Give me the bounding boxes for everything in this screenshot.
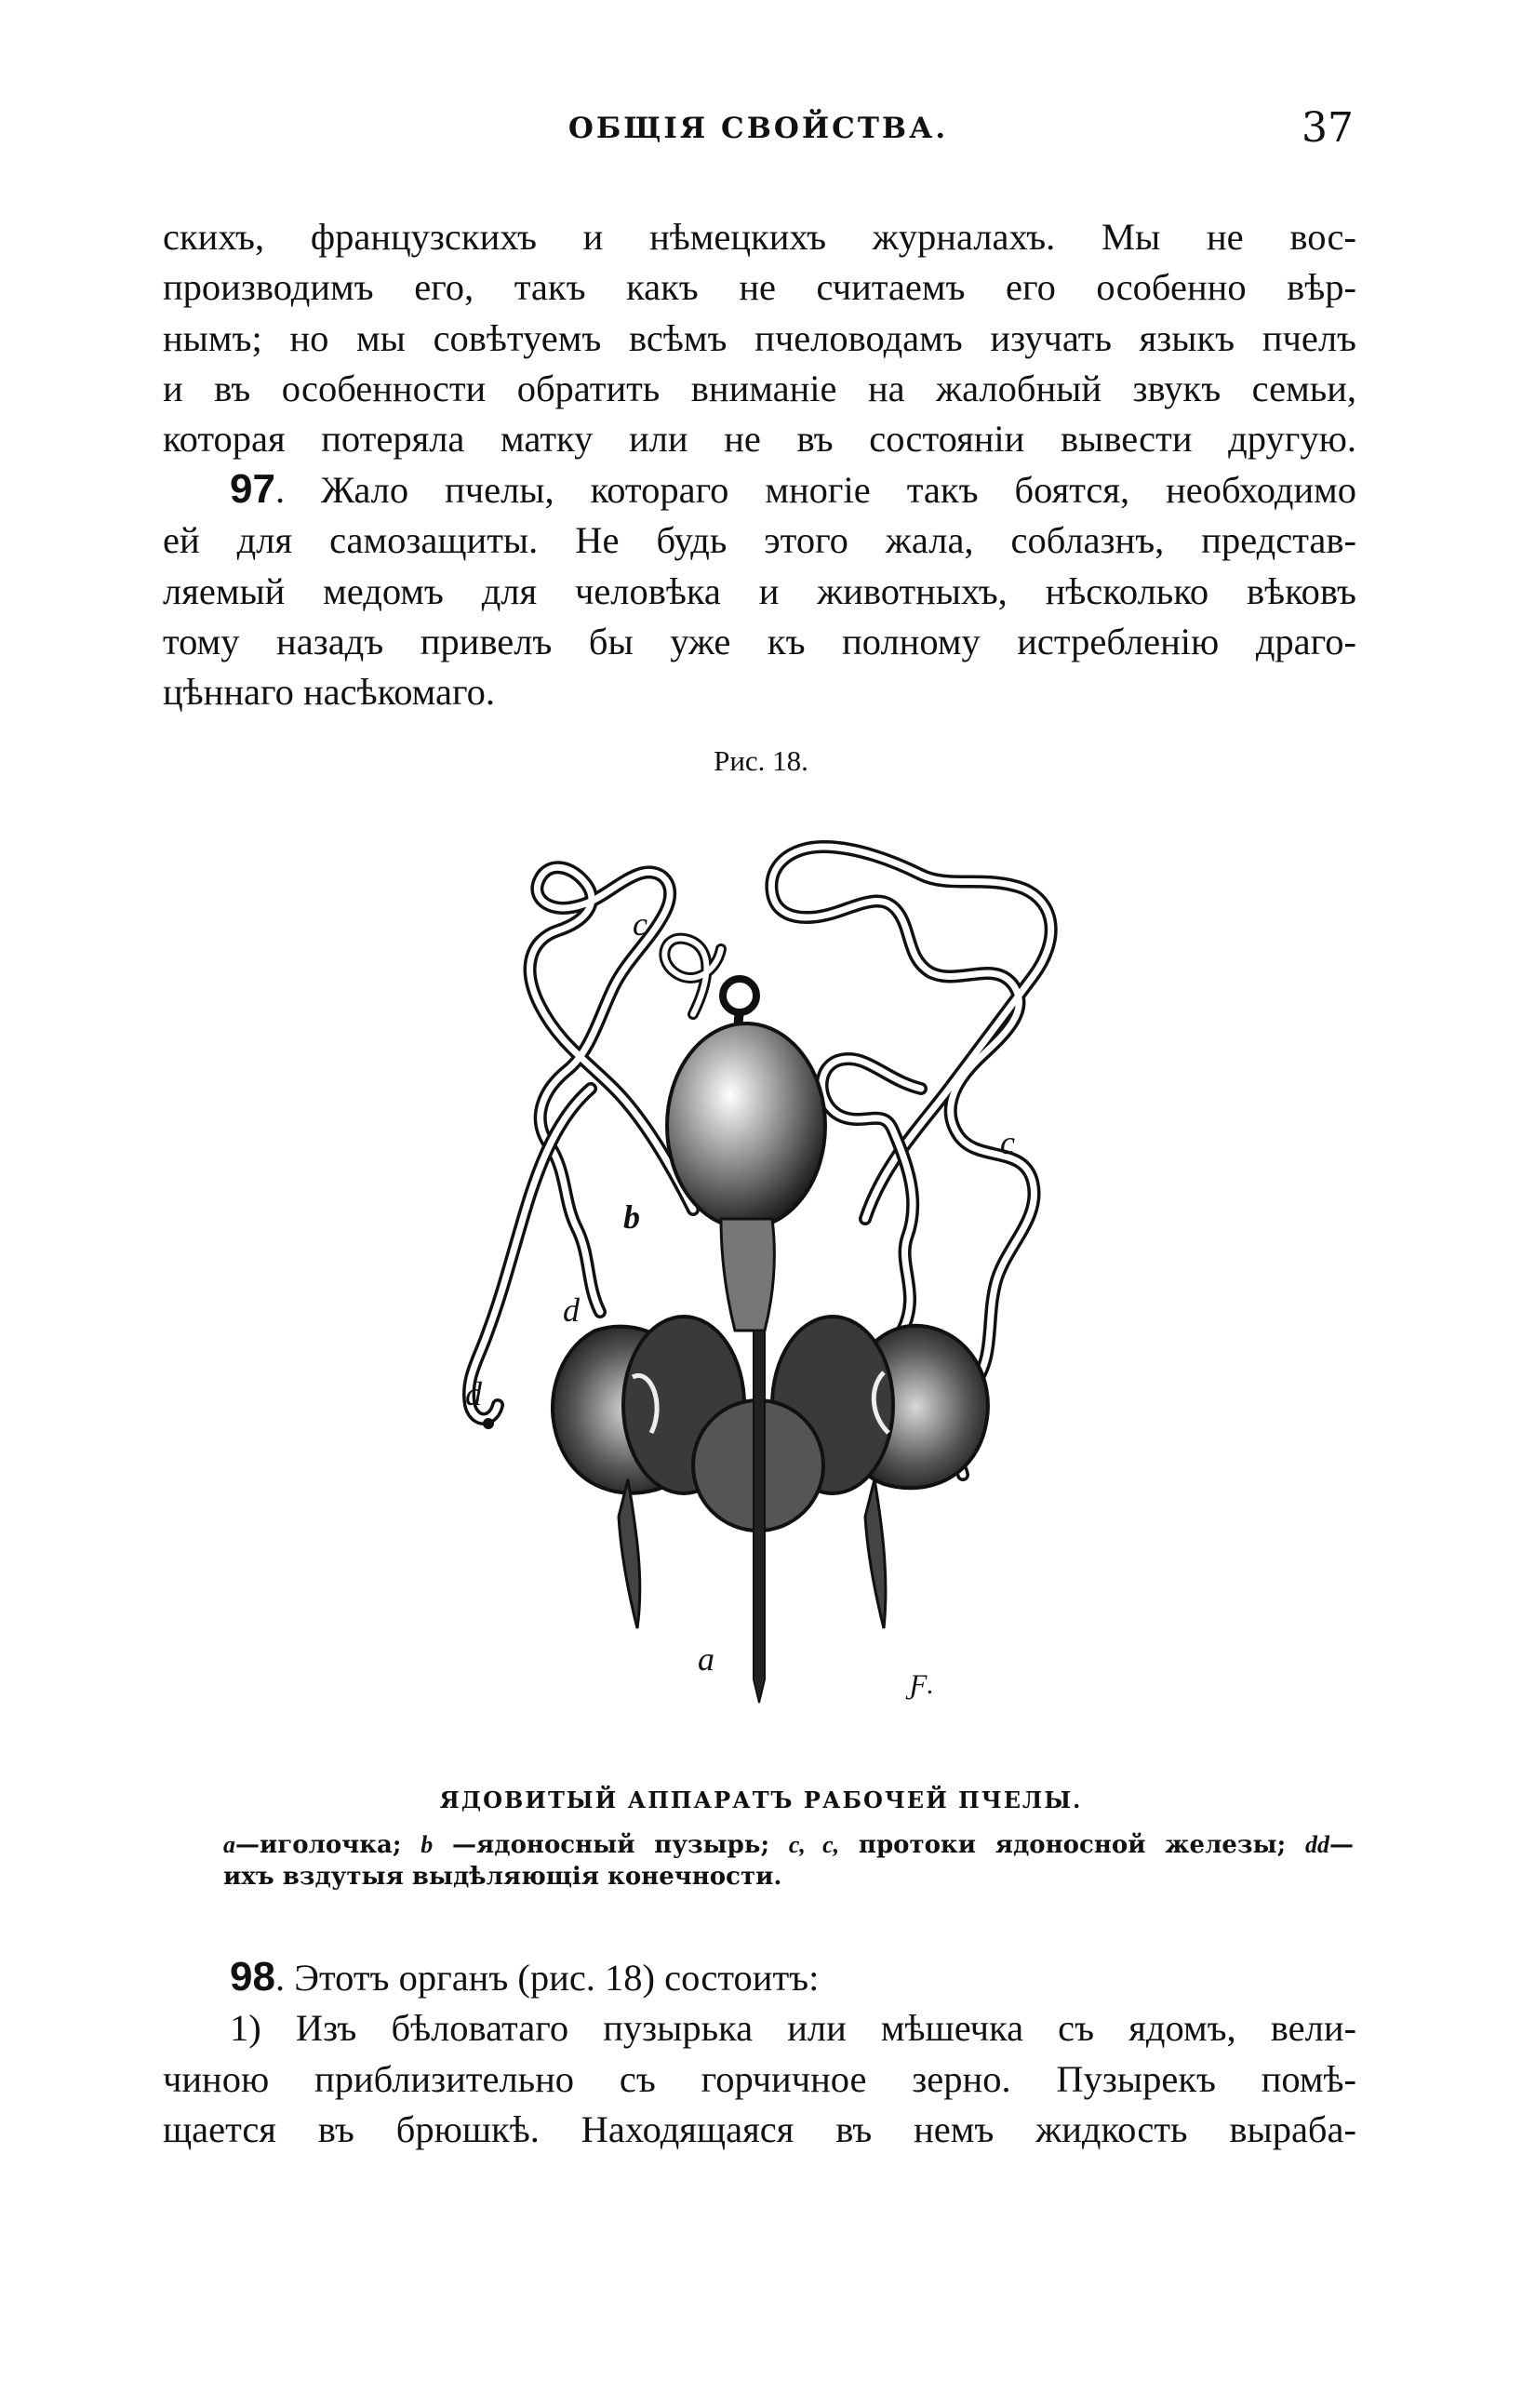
caption-text: — bbox=[1328, 1831, 1354, 1859]
text-line: цѣннаго насѣкомаго. bbox=[163, 671, 495, 714]
paragraph-number: 97 bbox=[230, 466, 275, 512]
text-line: производимъ его, такъ какъ не считаемъ его особенно вѣр- bbox=[163, 266, 1356, 309]
figure-title: Рис. 18. bbox=[714, 744, 808, 777]
label-b: b bbox=[623, 1198, 640, 1236]
caption-body bbox=[223, 1829, 1354, 1893]
text-line: 1) Изъ бѣловатаго пузырька или мѣшечка съ ядомъ, вели- bbox=[230, 2007, 1356, 2050]
text-line: тому назадъ привелъ бы уже къ полному истребленію драго- bbox=[163, 620, 1356, 662]
label-c-right: c bbox=[1000, 1124, 1015, 1161]
label-d-lower: d bbox=[465, 1375, 482, 1412]
label-c-left: c bbox=[633, 905, 648, 943]
caption-line: ихъ вздутыя выдѣляющія конечности. bbox=[223, 1863, 782, 1891]
caption-label-dd: dd bbox=[1304, 1831, 1329, 1858]
text-line: чиною приблизительно съ горчичное зерно. Пузырекъ помѣ- bbox=[163, 2057, 1356, 2100]
caption-title: ЯДОВИТЫЙ АППАРАТЪ РАБОЧЕЙ ПЧЕЛЫ. bbox=[439, 1786, 1083, 1813]
text-line: ляемый медомъ для человѣка и животныхъ, нѣсколько вѣковъ bbox=[163, 569, 1356, 612]
caption-label-c: c, c, bbox=[788, 1831, 840, 1858]
paragraph-98-first-line bbox=[163, 1952, 1356, 2003]
engraver-signature: Ƒ. bbox=[910, 1669, 934, 1700]
venom-sac bbox=[667, 979, 825, 1331]
running-head bbox=[163, 104, 1354, 160]
paragraph-98 bbox=[163, 1952, 1356, 2155]
page-number: 37 bbox=[1302, 104, 1354, 152]
paragraph-number: 98 bbox=[230, 1954, 275, 2000]
running-title: ОБЩІЯ СВОЙСТВА. bbox=[567, 112, 949, 145]
caption-text: —ядоносный пузырь; bbox=[433, 1831, 789, 1859]
text-line: ей для самозащиты. Не будь этого жала, соблазнъ, представ- bbox=[163, 519, 1356, 562]
text-line: и въ особенности обратить вниманіе на жалобный звукъ семьи, bbox=[163, 367, 1356, 409]
bee-venom-apparatus-illustration bbox=[400, 809, 1172, 1759]
paragraph-97 bbox=[163, 464, 1356, 717]
text-line: которая потеряла матку или не въ состояніи вывести другую. bbox=[163, 418, 1356, 461]
text-line: скихъ, французскихъ и нѣмецкихъ журналахъ. Мы не вос- bbox=[163, 216, 1356, 258]
label-d-upper: d bbox=[563, 1291, 580, 1329]
text-line: нымъ; но мы совѣтуемъ всѣмъ пчеловодамъ изучать языкъ пчелъ bbox=[163, 316, 1356, 359]
top-paragraph bbox=[163, 212, 1356, 464]
caption-label-b: b bbox=[421, 1831, 434, 1858]
caption-text: протоки ядоносной железы; bbox=[839, 1831, 1305, 1859]
caption-text: —иголочка; bbox=[235, 1831, 421, 1859]
text-fragment: . Жало пчелы, котораго многіе такъ боятся, необходимо bbox=[274, 469, 1356, 511]
caption-label-a: a bbox=[223, 1831, 235, 1858]
label-a: a bbox=[698, 1640, 714, 1678]
caption-line bbox=[223, 1829, 1354, 1861]
gland-lobes bbox=[553, 1317, 988, 1531]
paragraph-97-first-line bbox=[163, 464, 1356, 515]
text-line: щается въ брюшкѣ. Находящаяся въ немъ жидкость выраба- bbox=[163, 2107, 1356, 2150]
text-fragment: . Этотъ органъ (рис. 18) состоитъ: bbox=[274, 1957, 820, 1999]
